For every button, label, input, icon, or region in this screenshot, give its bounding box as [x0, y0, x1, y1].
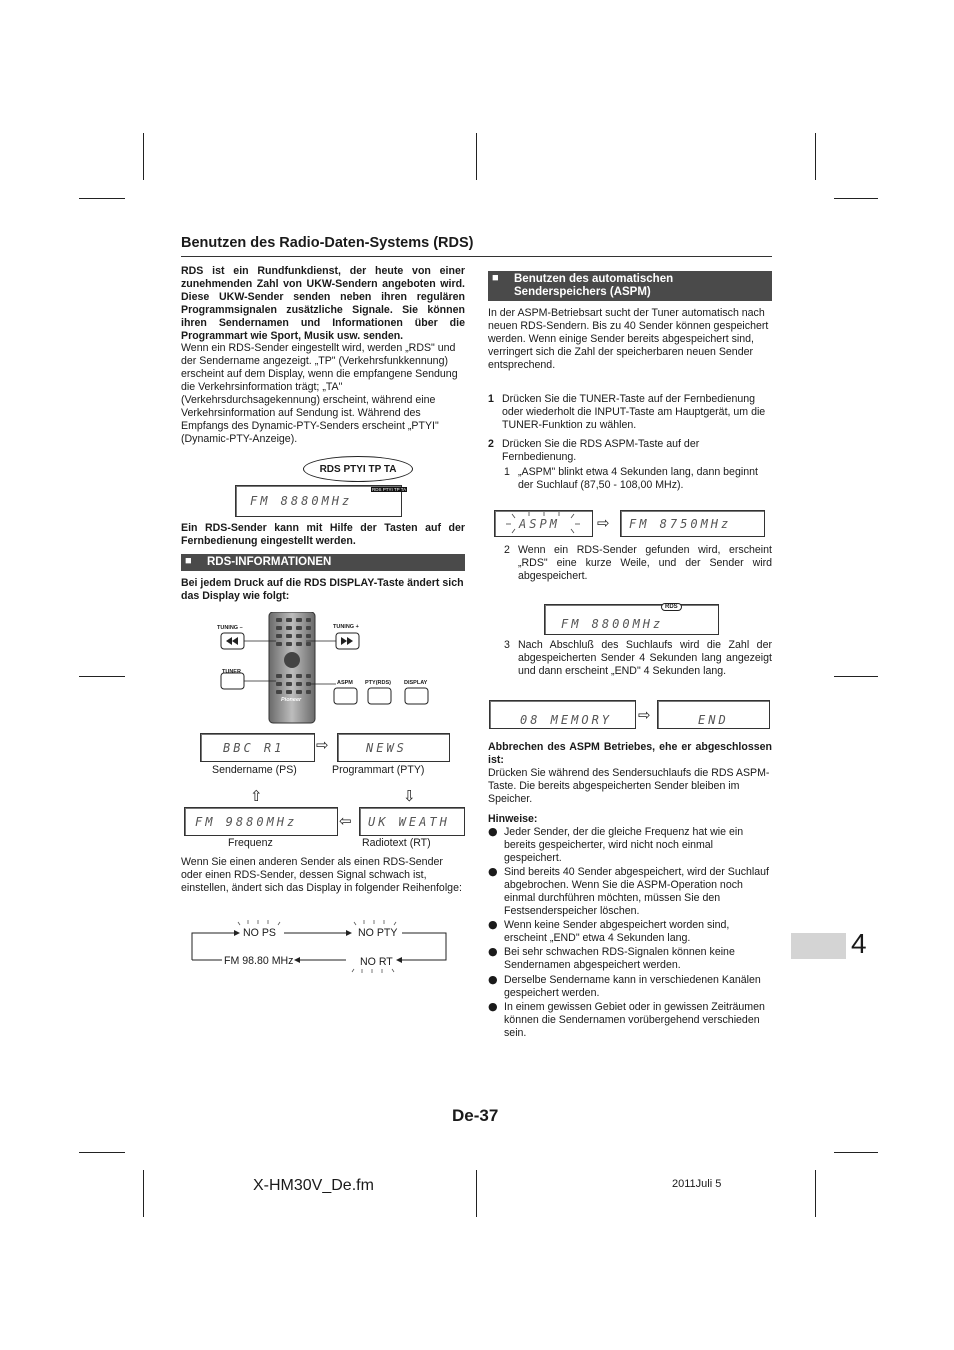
pioneer-logo: Pioneer	[281, 697, 302, 703]
substep-text: „ASPM" blinkt etwa 4 Sekunden lang, dann beginnt der Suchlauf (87,50 - 108,00 MHz).	[518, 466, 758, 491]
substep-number: 3	[504, 639, 510, 651]
crop-mark	[476, 133, 477, 180]
flow-no-rt: NO RT	[360, 956, 393, 968]
chapter-tab	[791, 933, 846, 959]
step-text: Drücken Sie die TUNER-Taste auf der Fernbedienung oder wiederholt die INPUT-Taste am Hauptgerät, um die TUNER-Funktion zu wählen.	[502, 393, 766, 431]
note-item: Wenn keine Sender abgespeichert worden sind, erscheint „END" etwa 4 Sekunden lang.	[504, 919, 730, 944]
crop-mark	[143, 133, 144, 180]
memory-display: 08 MEMORY	[489, 700, 636, 729]
crop-mark	[834, 1152, 878, 1153]
freq-display: FM 9880MHz	[184, 807, 338, 836]
intro-block	[181, 265, 465, 446]
arrow-right-icon: ⇨	[638, 706, 651, 724]
pty-display: NEWS	[337, 733, 450, 762]
rds-info-heading-label: RDS-INFORMATIONEN	[207, 556, 332, 568]
title-rule	[181, 256, 772, 257]
crop-mark	[834, 676, 878, 677]
pty-rds-label: PTY(RDS)	[365, 680, 391, 686]
arrow-right-icon: ⇨	[316, 736, 329, 754]
substep-text: Nach Abschluß des Suchlaufs wird die Zahl der abgespeicherten Sender 4 Sekunden lang angezeigt und dann erscheint „END" 4 Sekunden lang.	[518, 639, 772, 677]
ps-label: Sendername (PS)	[212, 764, 297, 776]
arrow-up-icon: ⇧	[250, 787, 263, 805]
square-bullet-icon: ■	[492, 272, 499, 284]
intro-bold-text: RDS ist ein Rundfunkdienst, der heute von einer zunehmenden Zahl von UKW-Sendern angeboten wird. Diese UKW-Sender senden neben ihren regulären Programmsignalen zusätzliche Signale. Sie können ihren Sendernamen und Informationen über die Programmart wie Sport, Musik usw. senden.	[181, 265, 465, 342]
weak-signal-text: Wenn Sie einen anderen Sender als einen RDS-Sender oder einen RDS-Sender, dessen Signal schwach ist, einstellen, ändert sich das Display in folgender Reihenfolge:	[181, 856, 462, 894]
end-display: END	[657, 700, 770, 729]
pty-label: Programmart (PTY)	[332, 764, 425, 776]
note-item: Jeder Sender, der die gleiche Frequenz hat wie ein bereits gespeicherter, wird nicht noch einmal gespeichert.	[504, 826, 744, 864]
arrow-right-icon: ⇨	[597, 514, 610, 532]
intro-text: Wenn ein RDS-Sender eingestellt wird, werden „RDS" und der Sendername angezeigt. „TP" (Verkehrsfunkkennung) erscheint auf dem Display, wenn die empfangene Sendung die Verkehrsinformation trägt; „TA" (Verkehrsdurchsagekennung) erscheint, während eine Verkehrsinformation auf Sendung ist. Während des Empfangs des Dynamic-PTY-Senders erscheint „PTYI" (Dynamic-PTY-Anzeige).	[181, 342, 458, 445]
step-number: 1	[488, 393, 494, 405]
tuner-label: TUNER	[222, 669, 241, 675]
flow-no-ps: NO PS	[243, 927, 276, 939]
crop-mark	[476, 1170, 477, 1217]
tuning-minus-label: TUNING –	[217, 625, 243, 631]
aspm-intro: In der ASPM-Betriebsart sucht der Tuner automatisch nach neuen RDS-Sendern. Bis zu 40 Sender können gespeichert werden. Wenn einige Sender bereits abgespeichert sind, verringert sich die Zahl der speicherbaren neuen Sender entsprechend.	[488, 307, 769, 371]
note-item: In einem gewissen Gebiet oder in gewissen Zeiträumen können die Sendernamen vorübergehend verschieden sein.	[504, 1001, 765, 1039]
bullet-icon: ●	[488, 1000, 498, 1013]
remote-illustration	[210, 612, 440, 724]
step-number: 2	[488, 438, 494, 450]
ps-display: BBC R1	[200, 733, 315, 762]
bullet-icon: ●	[488, 918, 498, 931]
crop-mark	[143, 1170, 144, 1217]
bullet-icon: ●	[488, 973, 498, 986]
rds-info-heading	[181, 554, 465, 571]
aspm-heading	[488, 271, 772, 301]
rt-label: Radiotext (RT)	[362, 837, 431, 849]
abort-heading: Abbrechen des ASPM Betriebes, ehe er abgeschlossen ist:	[488, 741, 772, 766]
note-item: Sind bereits 40 Sender abgespeichert, wird der Suchlauf abgebrochen. Wenn Sie die ASPM-Operation noch einmal durchführen möchten, müssen Sie den Festsenderspeicher löschen.	[504, 866, 770, 917]
crop-mark	[815, 1170, 816, 1217]
tuning-note: Ein RDS-Sender kann mit Hilfe der Tasten auf der Fernbedienung eingestellt werden.	[181, 522, 465, 547]
substep-text: Wenn ein RDS-Sender gefunden wird, erscheint „RDS" eine kurze Weile, und der Sender wird abgespeichert.	[518, 544, 772, 582]
bullet-icon: ●	[488, 825, 498, 838]
indicator-bubble: RDS PTYI TP TA	[303, 456, 413, 482]
square-bullet-icon: ■	[185, 555, 192, 567]
rds-badge: RDS	[661, 603, 682, 611]
chapter-number: 4	[851, 928, 867, 959]
note-item: Bei sehr schwachen RDS-Signalen können keine Sendernamen abgespeichert werden.	[504, 946, 735, 971]
aspm-label: ASPM	[337, 680, 353, 686]
blink-marks	[494, 510, 591, 537]
aspm-display: ASPM	[494, 510, 593, 537]
fm-8750-display: FM 8750MHz	[620, 510, 765, 537]
substep-number: 2	[504, 544, 510, 556]
crop-mark	[79, 1152, 125, 1153]
rt-display: UK WEATH	[359, 807, 465, 836]
bullet-icon: ●	[488, 945, 498, 958]
note-item: Derselbe Sendername kann in verschiedenen Kanälen gespeichert werden.	[504, 974, 761, 999]
crop-mark	[834, 198, 878, 199]
footer-filename: X-HM30V_De.fm	[253, 1177, 374, 1194]
footer-date: 2011Juli 5	[672, 1178, 722, 1190]
display-label: DISPLAY	[404, 680, 428, 686]
bullet-icon: ●	[488, 865, 498, 878]
crop-mark	[815, 133, 816, 180]
fm-8800-display: FM 8800MHz	[544, 604, 719, 635]
crop-mark	[79, 676, 125, 677]
arrow-down-icon: ⇩	[403, 787, 416, 805]
flow-fm-freq: FM 98.80 MHz	[224, 955, 294, 967]
step-text: Drücken Sie die RDS ASPM-Taste auf der Fernbedienung.	[502, 438, 700, 463]
tuning-plus-label: TUNING +	[333, 624, 359, 630]
page-title: Benutzen des Radio-Daten-Systems (RDS)	[181, 235, 474, 251]
aspm-heading-label: Benutzen des automatischen Senderspeichers (ASPM)	[514, 273, 674, 298]
arrow-left-icon: ⇦	[339, 812, 352, 830]
freq-label: Frequenz	[228, 837, 273, 849]
indicator-small: RDS PTYI TP TA	[372, 487, 407, 492]
crop-mark	[79, 198, 125, 199]
notes-heading: Hinweise:	[488, 813, 538, 825]
abort-text: Drücken Sie während des Sendersuchlaufs die RDS ASPM-Taste. Die bereits abgespeicherten Sender bleiben im Speicher.	[488, 767, 770, 805]
rds-display-text: FM 8880MHz	[250, 494, 353, 508]
rds-info-text: Bei jedem Druck auf die RDS DISPLAY-Taste ändert sich das Display wie folgt:	[181, 577, 464, 602]
substep-number: 1	[504, 466, 510, 478]
flow-no-pty: NO PTY	[358, 927, 398, 939]
page-number: De-37	[452, 1106, 499, 1125]
